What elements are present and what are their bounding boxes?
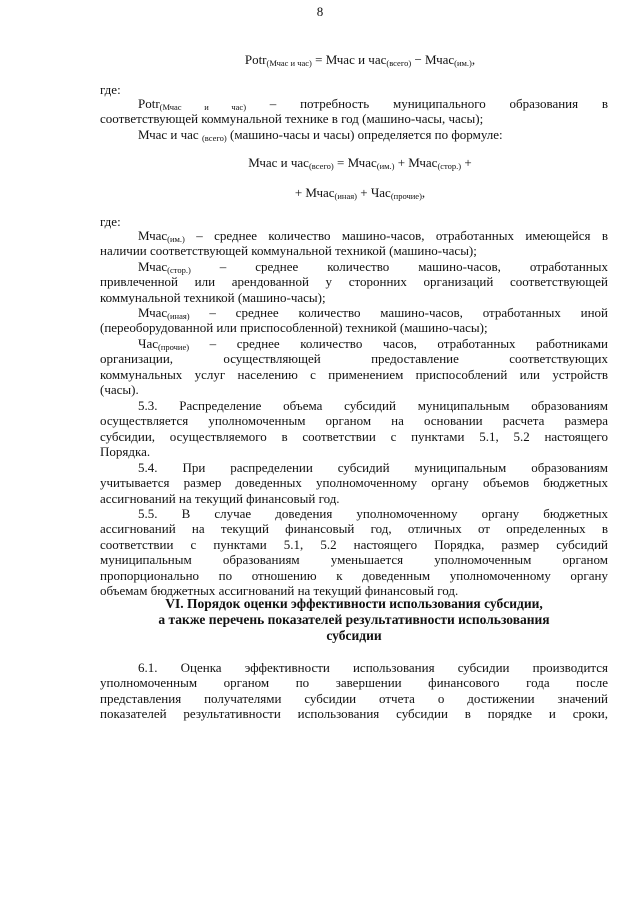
definition-potr xyxy=(100,96,608,127)
formula-mchas-continued: + Мчас$_{(иная)}$ + Час$_{(прочие)}$, xyxy=(294,185,426,201)
where-label-2: где: xyxy=(100,214,121,229)
definition-im: Мчас$_{(им.)}$ – среднее количество машино-часов, отработанных имеющейся в наличии соответствующей коммунальной техникой (машино-часы); xyxy=(100,228,608,259)
definition-inaya: Мчас$_{(иная)}$ – среднее количество машино-часов, отработанных иной (переоборудованной или приспособленной) техникой (машино-часы); xyxy=(100,305,608,336)
page-number: 8 xyxy=(316,4,324,19)
definition-potr-line-1: Potr$_{(Мчас и час)}$ – потребность муниципального образования в xyxy=(138,96,608,112)
definition-stor: Мчас$_{(стор.)}$ – среднее количество машино-часов, отработанных привлеченной или арендованной у сторонних организаций соответствующей коммунальной техникой (машино-часы); xyxy=(100,259,608,305)
paragraph-5-5: 5.5. В случае доведения уполномоченному органу бюджетных ассигнований на текущий финансовый год, отличных от определенных в соответствии с пунктами 5.1, 5.2 настоящего Порядка, размер субсидий муниципальным образованиям уменьшается уполномоченным органом пропорционально по отношению к доведенным уполномоченному органу объемам бюджетных ассигнований на текущий финансовый год. xyxy=(100,506,608,599)
paragraph-5-4: 5.4. При распределении субсидий муниципальным образованиям учитывается размер доведенных уполномоченному органу объемов бюджетных ассигнований на текущий финансовый год. xyxy=(100,460,608,506)
mchas-intro: Мчас и час $_{(всего)}$ (машино-часы и часы) определяется по формуле: xyxy=(138,127,503,143)
definition-chas: Час$_{(прочие)}$ – среднее количество часов, отработанных работниками организации, осуществляющей предоставление соответствующих коммунальных услуг населению с применением приспособлений или устройств (часы). xyxy=(100,336,608,398)
definition-potr-line-2: соответствующей коммунальной технике в год (машино-часы, часы); xyxy=(100,111,484,127)
formula-potr: Potr$_{(Мчас и час)}$ = Мчас и час$_{(всего)}$ − Мчас$_{(им.)}$, xyxy=(244,52,476,68)
paragraph-5-3: 5.3. Распределение объема субсидий муниципальным образованиям осуществляется уполномоченным органом на основании расчета размера субсидии, осуществляемого в соответствии с пунктами 5.1, 5.2 настоящего Порядка. xyxy=(100,398,608,460)
section-6-heading: VI. Порядок оценки эффективности использования субсидии, а также перечень показателей результативности использования субсидии xyxy=(158,596,550,643)
where-label-1: где: xyxy=(100,82,121,97)
formula-mchas: Мчас и час$_{(всего)}$ = Мчас$_{(им.)}$ + Мчас$_{(стор.)}$ + xyxy=(248,155,472,171)
paragraph-6-1: 6.1. Оценка эффективности использования субсидии производится уполномоченным органом по завершении финансового года после представления получателями субсидии отчета о достижении значений показателей результативности использования субсидии в порядке и сроки, xyxy=(100,660,608,722)
